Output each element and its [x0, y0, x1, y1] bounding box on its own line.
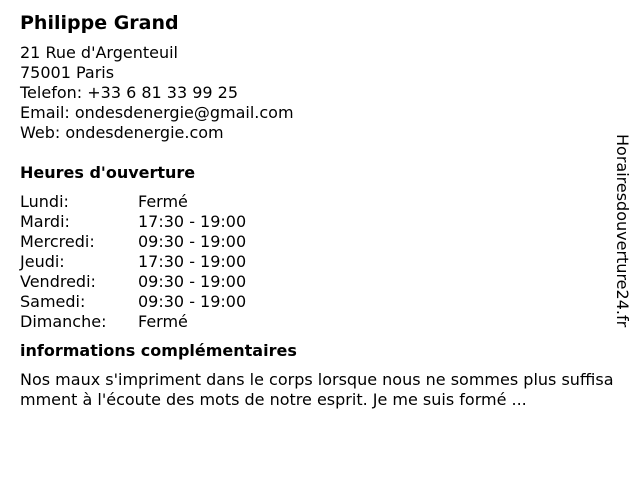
hours-time-value: Fermé: [138, 312, 188, 331]
email-line: Email: ondesdenergie@gmail.com: [20, 103, 294, 122]
hours-row-mercredi: [20, 232, 620, 252]
hours-time-value: 09:30 - 19:00: [138, 272, 247, 291]
hours-day-label: Mardi:: [20, 212, 70, 231]
hours-day-label: Lundi:: [20, 192, 69, 211]
address-city: 75001 Paris: [20, 63, 115, 82]
hours-time-value: 09:30 - 19:00: [138, 232, 247, 251]
additional-info-text: Nos maux s'impriment dans le corps lorsque nous ne sommes plus suffisamment à l'écoute des mots de notre esprit. Je me suis formé ...: [20, 370, 614, 409]
hours-row-samedi: [20, 292, 620, 312]
hours-time-value: 09:30 - 19:00: [138, 292, 247, 311]
opening-hours-list: [20, 192, 620, 332]
hours-row-dimanche: [20, 312, 620, 332]
phone-line: Telefon: +33 6 81 33 99 25: [20, 83, 239, 102]
hours-day-label: Samedi:: [20, 292, 86, 311]
hours-row-jeudi: [20, 252, 620, 272]
hours-day-label: Jeudi:: [20, 252, 65, 271]
additional-info-title: informations complémentaires: [20, 341, 297, 360]
web-line: Web: ondesdenergie.com: [20, 123, 224, 142]
hours-row-mardi: [20, 212, 620, 232]
hours-day-label: Mercredi:: [20, 232, 95, 251]
hours-row-vendredi: [20, 272, 620, 292]
business-name: Philippe Grand: [20, 12, 179, 34]
hours-row-lundi: [20, 192, 620, 212]
business-card: [20, 10, 620, 410]
hours-time-value: 17:30 - 19:00: [138, 252, 247, 271]
hours-time-value: Fermé: [138, 192, 188, 211]
opening-hours-title: Heures d'ouverture: [20, 163, 196, 182]
address-street: 21 Rue d'Argenteuil: [20, 43, 178, 62]
hours-time-value: 17:30 - 19:00: [138, 212, 247, 231]
hours-day-label: Vendredi:: [20, 272, 96, 291]
hours-day-label: Dimanche:: [20, 312, 107, 331]
site-watermark: Horairesdouverture24.fr: [613, 134, 632, 328]
